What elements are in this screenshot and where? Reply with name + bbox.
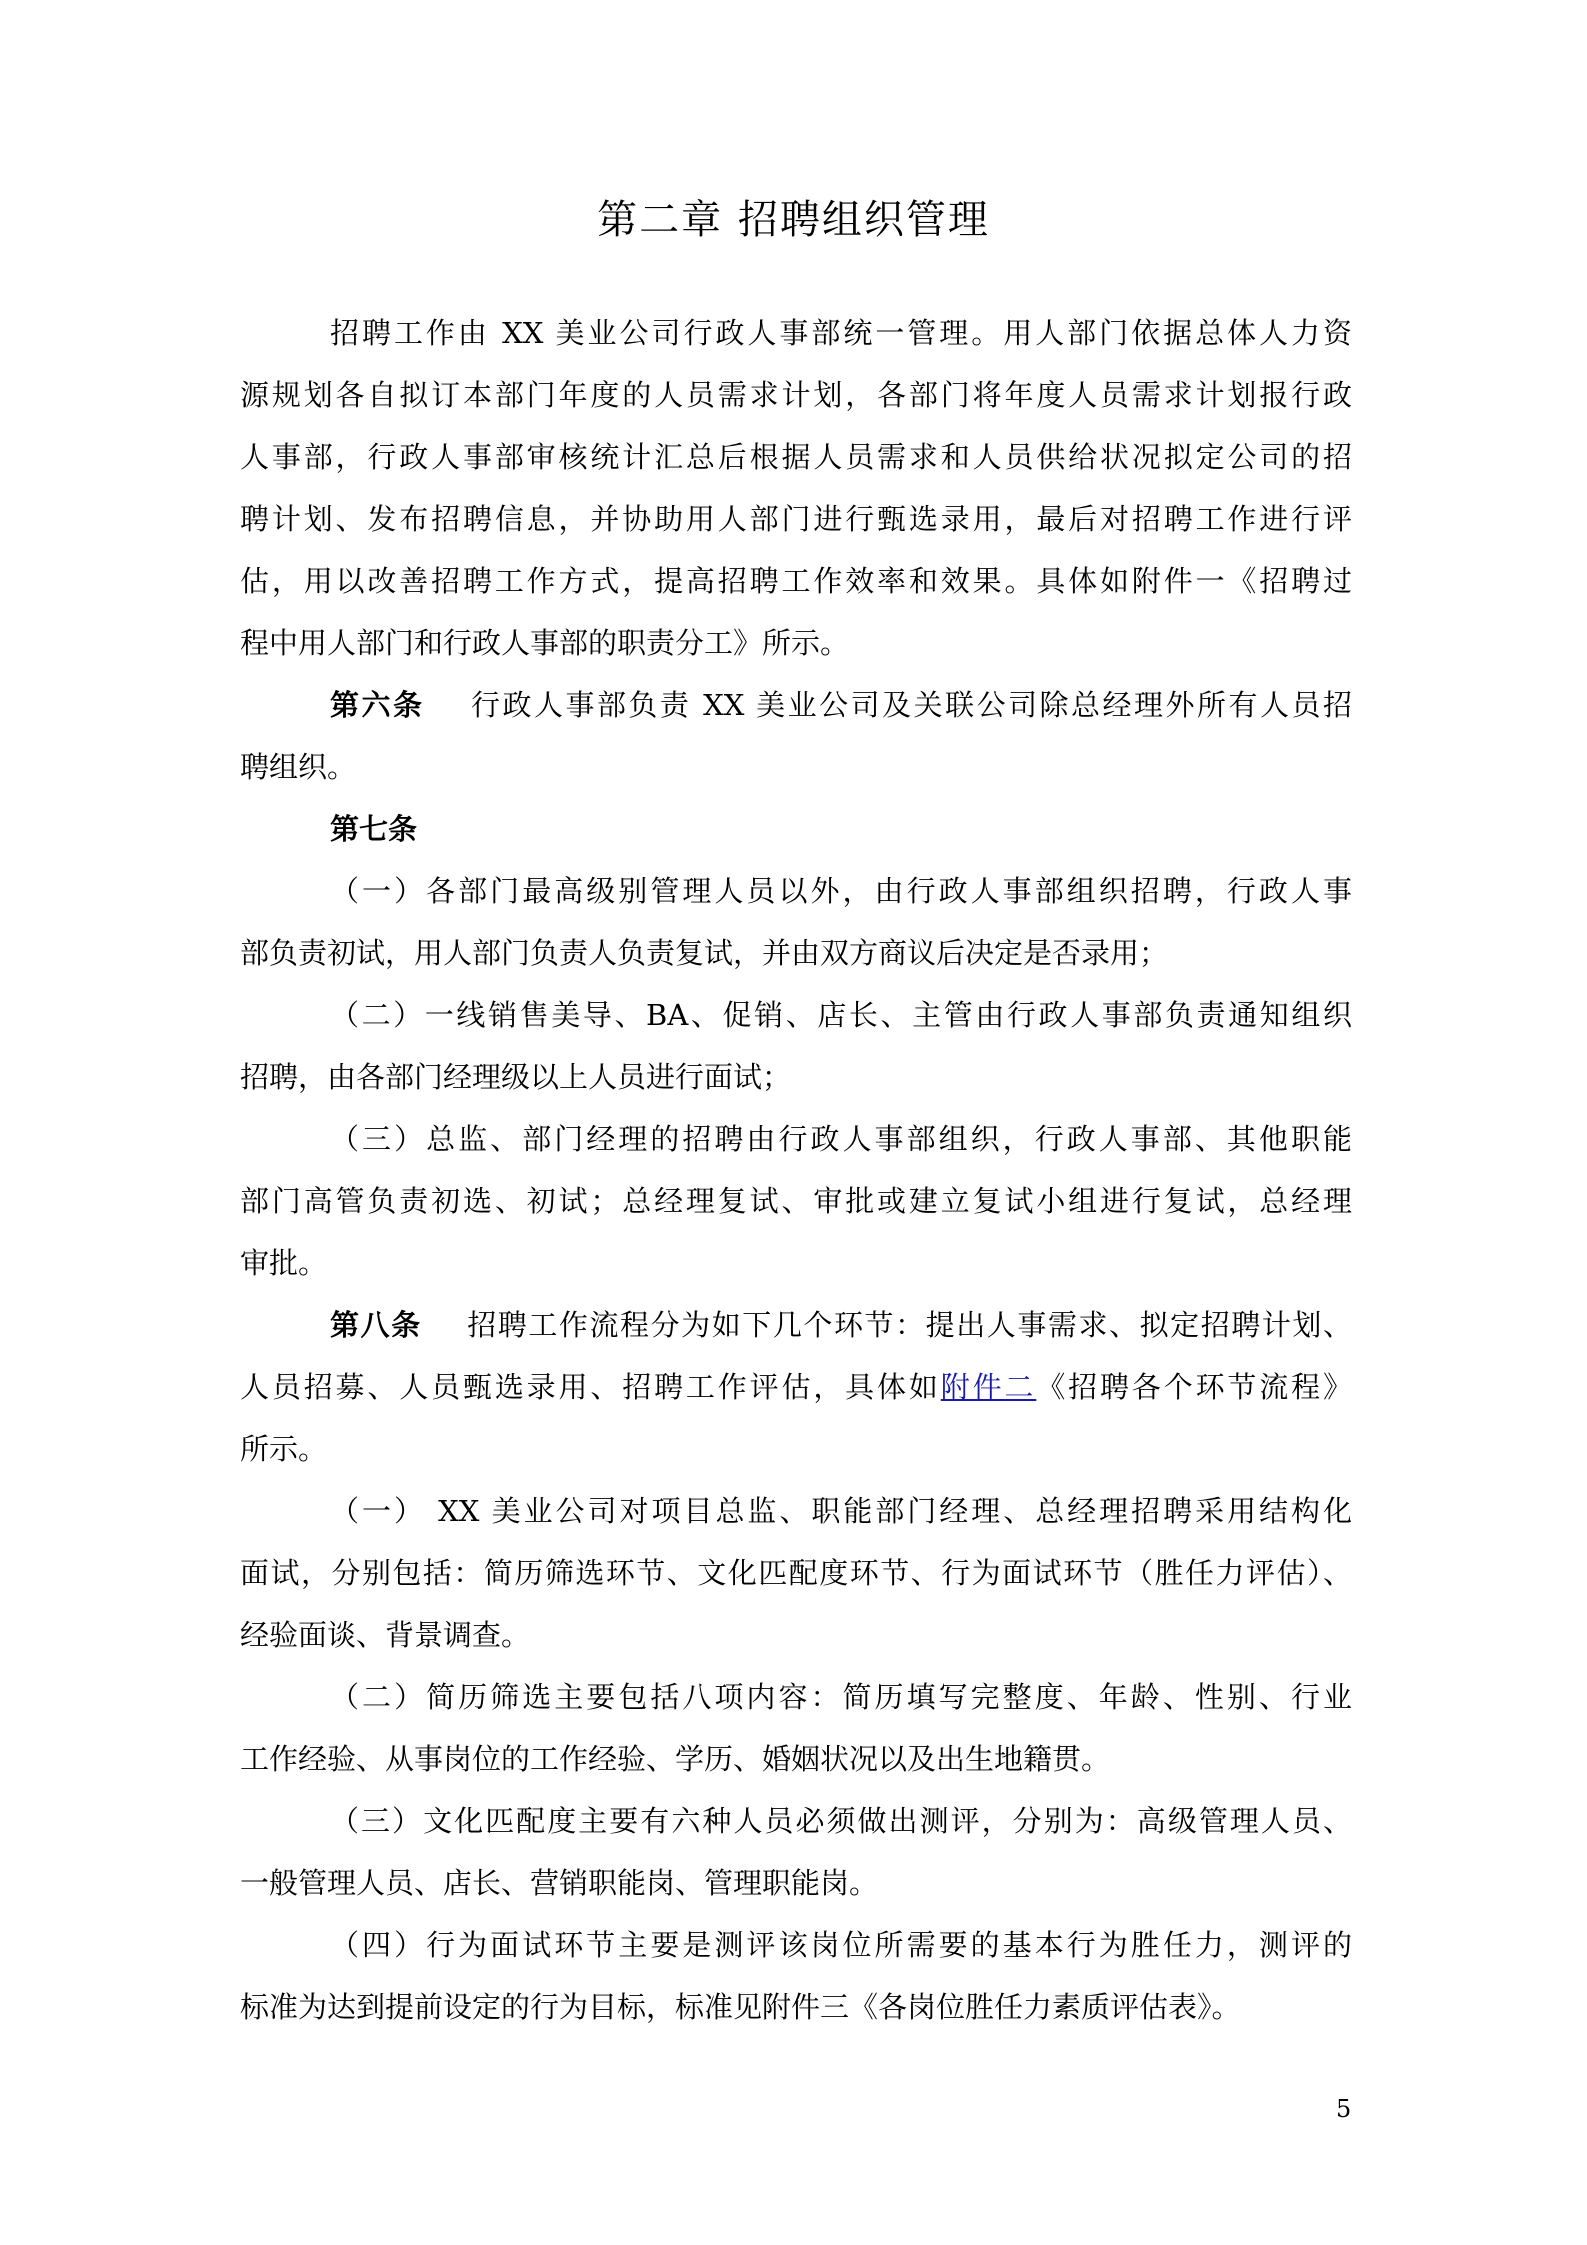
paragraph-line: 审批。: [240, 1246, 328, 1280]
paragraph-line: （三）总监、部门经理的招聘由行政人事部组织，行政人事部、其他职能: [330, 1122, 1352, 1156]
paragraph-line: （二）简历筛选主要包括八项内容：简历填写完整度、年龄、性别、行业: [330, 1680, 1352, 1714]
paragraph-line: 部负责初试，用人部门负责人负责复试，并由双方商议后决定是否录用；: [240, 936, 1169, 970]
paragraph-line: （四）行为面试环节主要是测评该岗位所需要的基本行为胜任力，测评的: [330, 1928, 1352, 1962]
article-8-line: [330, 1305, 1352, 1345]
paragraph-line: 一般管理人员、店长、营销职能岗、管理职能岗。: [240, 1866, 879, 1900]
paragraph-line: 部门高管负责初选、初试；总经理复试、审批或建立复试小组进行复试，总经理: [240, 1184, 1352, 1218]
paragraph-line: [240, 1367, 1352, 1407]
chapter-title: 第二章 招聘组织管理: [597, 197, 990, 243]
article-text: 行政人事部负责 XX 美业公司及关联公司除总经理外所有人员招: [468, 688, 1352, 722]
paragraph-line: 程中用人部门和行政人事部的职责分工》所示。: [240, 626, 850, 660]
paragraph-line: 聘组织。: [240, 750, 357, 784]
article-label: 第七条: [330, 812, 418, 846]
article-label: 第八条: [330, 1308, 422, 1342]
paragraph-line: 估，用以改善招聘工作方式，提高招聘工作效率和效果。具体如附件一《招聘过: [240, 564, 1352, 598]
article-text: 招聘工作流程分为如下几个环节：提出人事需求、拟定招聘计划、: [465, 1308, 1352, 1342]
paragraph-line: （一） XX 美业公司对项目总监、职能部门经理、总经理招聘采用结构化: [330, 1494, 1352, 1528]
line-text: 人员招募、人员甄选录用、招聘工作评估，具体如: [240, 1370, 941, 1404]
paragraph-line: 招聘工作由 XX 美业公司行政人事部统一管理。用人部门依据总体人力资: [330, 316, 1352, 350]
line-text: 《招聘各个环节流程》: [1036, 1370, 1352, 1404]
paragraph-line: 所示。: [240, 1432, 328, 1466]
article-label: 第六条: [330, 688, 425, 722]
paragraph-line: 经验面谈、背景调查。: [240, 1618, 531, 1652]
paragraph-line: 招聘，由各部门经理级以上人员进行面试；: [240, 1060, 792, 1094]
paragraph-line: （二）一线销售美导、BA、促销、店长、主管由行政人事部负责通知组织: [330, 998, 1352, 1032]
paragraph-line: （一）各部门最高级别管理人员以外，由行政人事部组织招聘，行政人事: [330, 874, 1352, 908]
paragraph-line: （三）文化匹配度主要有六种人员必须做出测评，分别为：高级管理人员、: [330, 1804, 1352, 1838]
paragraph-line: 工作经验、从事岗位的工作经验、学历、婚姻状况以及出生地籍贯。: [240, 1742, 1111, 1776]
paragraph-line: 标准为达到提前设定的行为目标，标准见附件三《各岗位胜任力素质评估表》。: [240, 1990, 1241, 2024]
article-7-line: [330, 809, 1352, 849]
paragraph-line: 人事部，行政人事部审核统计汇总后根据人员需求和人员供给状况拟定公司的招: [240, 440, 1352, 474]
paragraph-line: 聘计划、发布招聘信息，并协助用人部门进行甄选录用，最后对招聘工作进行评: [240, 502, 1352, 536]
paragraph-line: 面试，分别包括：简历筛选环节、文化匹配度环节、行为面试环节（胜任力评估）、: [240, 1556, 1352, 1590]
paragraph-line: 源规划各自拟订本部门年度的人员需求计划，各部门将年度人员需求计划报行政: [240, 378, 1352, 412]
appendix-2-link[interactable]: 附件二: [940, 1370, 1037, 1404]
page-number: 5: [1336, 2095, 1352, 2123]
article-6-line: [330, 685, 1352, 725]
